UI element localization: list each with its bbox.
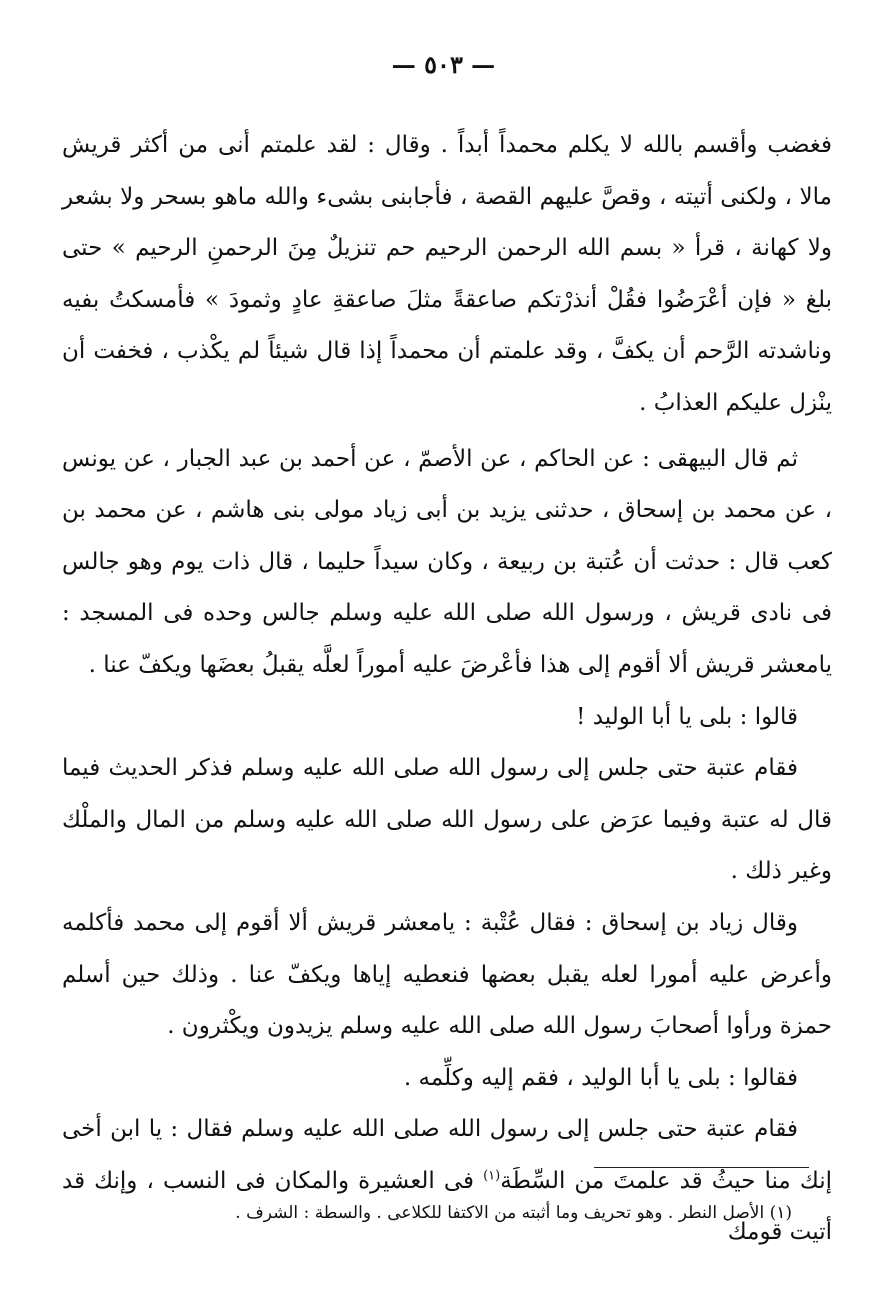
footnote-reference[interactable]: (١) [483,1168,501,1184]
page-number: — ٥٠٣ — [391,50,496,79]
paragraph-7-tail: فى العشيرة والمكان فى النسب ، وإنك قد أتيت قومك [62,1167,832,1246]
paragraph-7 [62,1104,832,1259]
paragraph-7-head: فقام عتبة حتى جلس إلى رسول الله صلى الله عليه وسلم فقال : يا ابن أخى إنك منا حيثُ قد علمتَ من السِّطَة [62,1116,832,1194]
paragraph-2: ثم قال البيهقى : عن الحاكم ، عن الأصمّ ، عن أحمد بن عبد الجبار ، عن يونس ، عن محمد بن إسحاق ، حدثنى يزيد بن أبى زياد مولى بنى هاشم ، عن محمد بن كعب قال : حدثت أن عُتبة بن ربيعة ، وكان سيداً حليما ، قال ذات يوم وهو جالس فى نادى قريش ، ورسول الله صلى الله عليه وسلم جالس وحده فى المسجد : يامعشر قريش ألا أقوم إلى هذا فأعْرضَ عليه أموراً لعلَّه يقبلُ بعضَها ويكفّ عنا . [62,445,832,678]
paragraph-3: قالوا : بلى يا أبا الوليد ! [576,703,798,730]
paragraph-4: فقام عتبة حتى جلس إلى رسول الله صلى الله عليه وسلم فذكر الحديث فيما قال له عتبة وفيما عرَض على رسول الله صلى الله عليه وسلم من المال والملْك وغير ذلك . [62,755,832,885]
paragraph-1: فغضب وأقسم بالله لا يكلم محمداً أبداً . وقال : لقد علمتم أنى من أكثر قريش مالا ، ولكنى أتيته ، وقصَّ عليهم القصة ، فأجابنى بشىء والله ماهو بسحر ولا بشعر ولا كهانة ، قرأ « بسم الله الرحمن الرحيم حم تنزيلٌ مِنَ الرحمنِ الرحيم » حتى بلغ « فإن أعْرَضُوا فقُلْ أنذرْتكم صاعقةً مثلَ صاعقةِ عادٍ وثمودَ » فأمسكتُ بفيه وناشدته الرَّحم أن يكفَّ ، وقد علمتم أن محمداً إذا قال شيئاً لم يكْذب ، فخفت أن ينْزل عليكم العذابُ . [62,132,832,416]
body-text [62,120,832,1259]
paragraph-5: وقال زياد بن إسحاق : فقال عُتْبة : يامعشر قريش ألا أقوم إلى محمد فأكلمه وأعرض عليه أمورا لعله يقبل بعضها فنعطيه إياها ويكفّ عنا . وذلك حين أسلم حمزة ورأوا أصحابَ رسول الله صلى الله عليه وسلم يزيدون ويكْثرون . [62,909,832,1040]
footnote-divider [594,1167,809,1168]
footnote: (١) الأصل النطر . وهو تحريف وما أثبته من الاكتفا للكلاعى . والسطة : الشرف . [235,1203,792,1223]
paragraph-6: فقالوا : بلى يا أبا الوليد ، فقم إليه وكلِّمه . [403,1064,798,1091]
